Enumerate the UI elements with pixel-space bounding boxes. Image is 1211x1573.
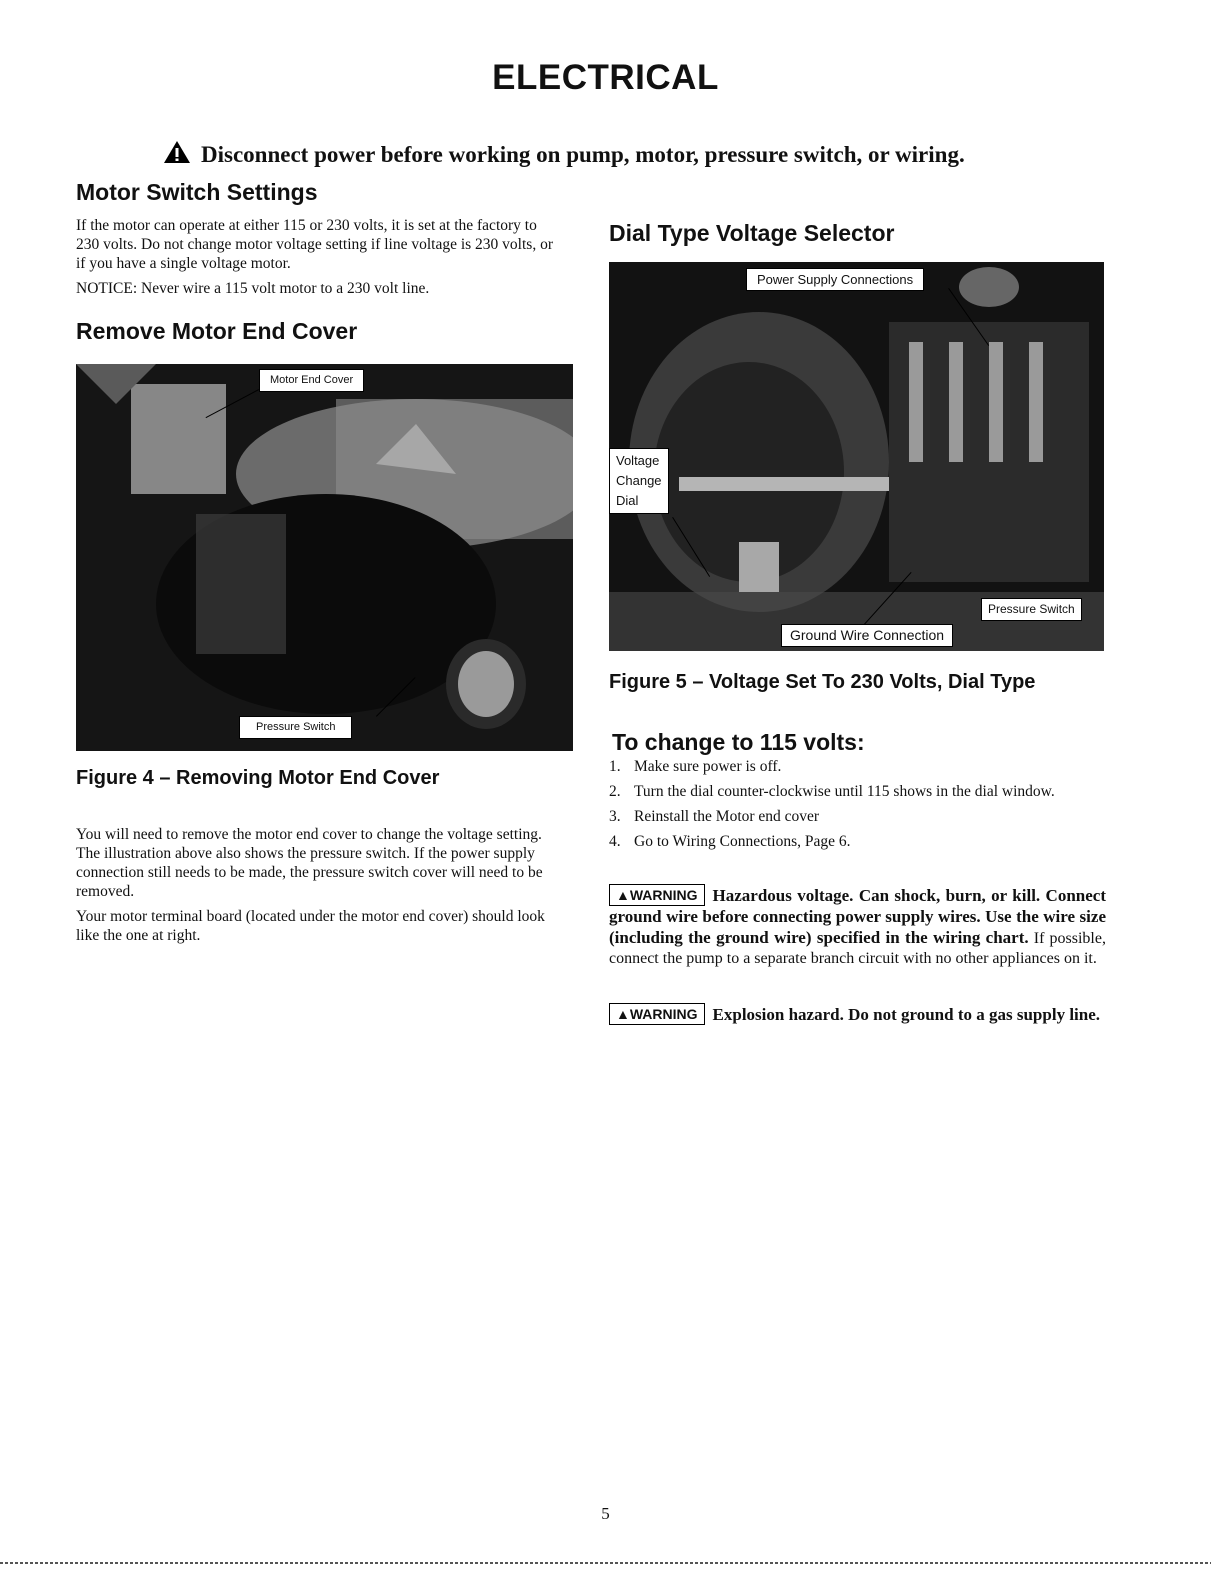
step-text: Go to Wiring Connections, Page 6. <box>634 833 851 850</box>
list-item <box>609 757 1106 776</box>
disconnect-notice <box>163 140 965 170</box>
warning-explosion <box>609 1003 1106 1026</box>
step-number: 1. <box>609 758 621 775</box>
callout-pressure-switch: Pressure Switch <box>239 716 352 739</box>
page-title: ELECTRICAL <box>492 58 719 97</box>
warning-triangle-icon <box>163 140 191 170</box>
remove-cover-text <box>76 825 562 951</box>
remove-cover-heading: Remove Motor End Cover <box>76 318 358 344</box>
change-steps-block <box>609 757 1106 857</box>
callout-power-supply: Power Supply Connections <box>746 268 924 291</box>
change-steps <box>609 757 1106 851</box>
notice-text: Never wire a 115 volt motor to a 230 volt line. <box>137 280 430 297</box>
list-item <box>609 807 1106 826</box>
warning-normal-text: If possible, connect the pump to a separate branch circuit with no other appliances on it. <box>609 930 1106 967</box>
warning-badge-label: WARNING <box>629 887 698 903</box>
motor-switch-heading: Motor Switch Settings <box>76 179 318 205</box>
step-number: 2. <box>609 783 621 800</box>
warning-badge-label: WARNING <box>629 1006 698 1022</box>
list-item <box>609 782 1106 801</box>
page-number: 5 <box>601 1504 610 1523</box>
warning-triangle-icon: ▲ <box>616 887 630 903</box>
warning-badge <box>609 1003 705 1025</box>
step-text: Turn the dial counter-clockwise until 115 shows in the dial window. <box>634 783 1055 800</box>
figure-4-caption: Figure 4 – Removing Motor End Cover <box>76 767 440 789</box>
callout-voltage-line-1: Voltage <box>616 453 660 468</box>
callout-voltage-change-dial <box>609 448 669 514</box>
motor-switch-para: If the motor can operate at either 115 or 230 volts, it is set at the factory to 230 volts. Do not change motor voltage setting if line voltage is 230 volts, or if you have a single voltage motor. <box>76 217 553 272</box>
callout-voltage-line-3: Dial <box>616 493 639 508</box>
disconnect-text: Disconnect power before working on pump, motor, pressure switch, or wiring. <box>201 142 965 167</box>
step-text: Reinstall the Motor end cover <box>634 808 820 825</box>
notice-line <box>76 279 562 298</box>
bottom-rule <box>0 1562 1211 1564</box>
motor-switch-text <box>76 216 562 304</box>
step-number: 3. <box>609 808 621 825</box>
warning-hazardous-voltage <box>609 884 1106 969</box>
callout-ground-wire: Ground Wire Connection <box>781 624 953 647</box>
remove-cover-para-2: Your motor terminal board (located under the motor end cover) should look like the one at right. <box>76 908 545 944</box>
warning-bold-text: Explosion hazard. Do not ground to a gas supply line. <box>712 1005 1101 1024</box>
warning-bold-text: Hazardous voltage. Can shock, burn, or kill. Connect ground wire before connecting power supply wires. Use the wire size (including the ground wire) specified in the wiring chart. <box>609 886 1106 947</box>
callout-motor-end-cover: Motor End Cover <box>259 369 364 392</box>
remove-cover-para-1: You will need to remove the motor end cover to change the voltage setting. The illustration above also shows the pressure switch. If the power supply connection still needs to be made, the pressure switch cover will need to be removed. <box>76 826 543 900</box>
warning-badge <box>609 884 705 906</box>
figure-5-caption: Figure 5 – Voltage Set To 230 Volts, Dial Type <box>609 671 1036 693</box>
list-item <box>609 832 1106 851</box>
figure-5-photo <box>609 262 1104 651</box>
warning-triangle-icon: ▲ <box>616 1006 630 1022</box>
change-heading: To change to 115 volts: <box>612 729 865 755</box>
notice-label: NOTICE: <box>76 280 138 297</box>
callout-pressure-switch-fig5: Pressure Switch <box>981 598 1082 621</box>
step-text: Make sure power is off. <box>634 758 782 775</box>
step-number: 4. <box>609 833 621 850</box>
dial-heading: Dial Type Voltage Selector <box>609 220 895 246</box>
figure-4-photo <box>76 364 573 751</box>
callout-voltage-line-2: Change <box>616 473 662 488</box>
